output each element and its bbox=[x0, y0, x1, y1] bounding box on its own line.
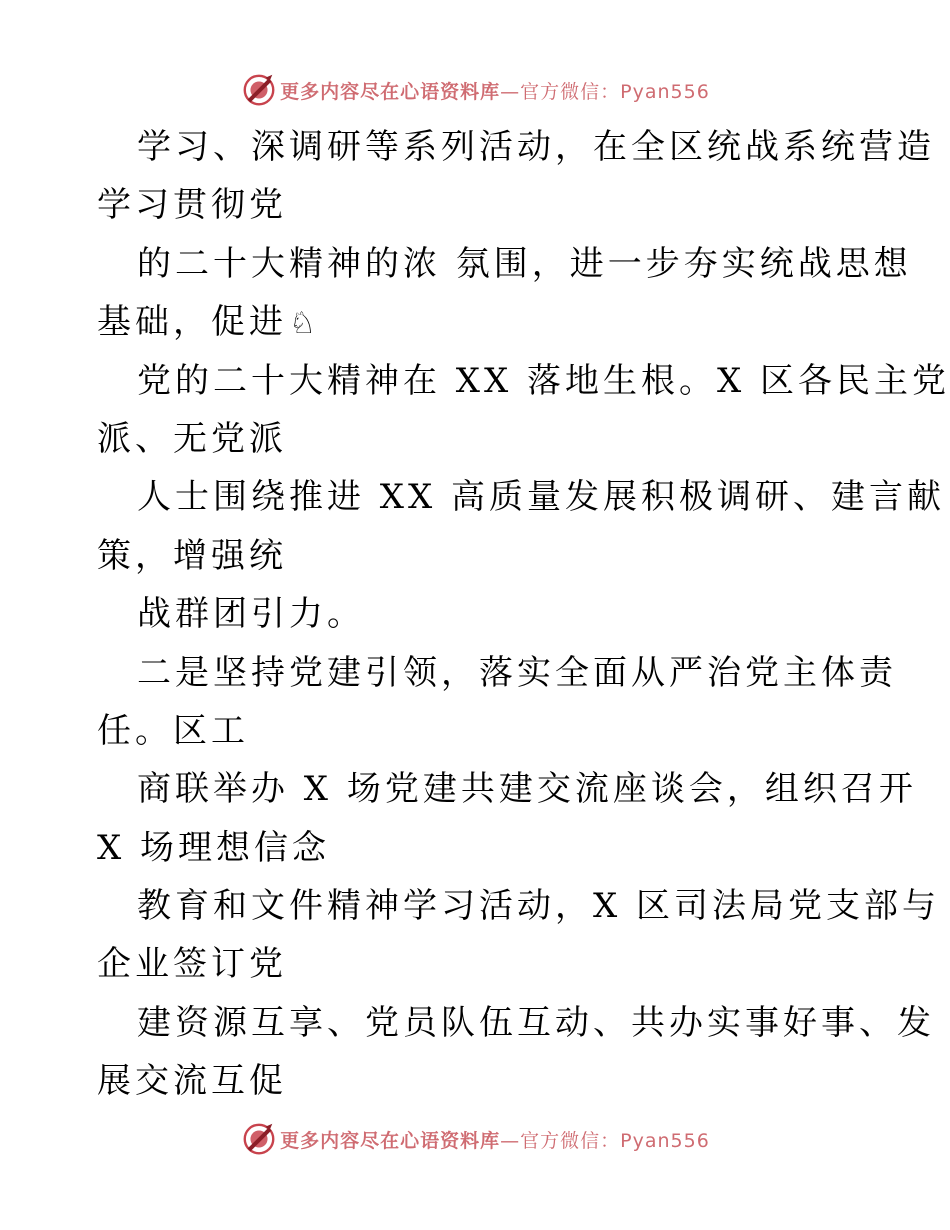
text-line: 策，增强统 bbox=[97, 535, 287, 576]
header-wechat-text: —官方微信：Pyan556 bbox=[500, 80, 710, 103]
text-line: 展交流互促 bbox=[97, 1061, 287, 1102]
footer-brand-text: 更多内容尽在心语资料库 bbox=[280, 1129, 501, 1152]
text-line: 的二十大精神的浓 氛围，进一步夯实统战思想 bbox=[137, 243, 912, 284]
text-line: 企业签订党 bbox=[97, 944, 287, 985]
document-body bbox=[97, 118, 950, 1111]
text-line: 人士围绕推进 XX 高质量发展积极调研、建言献 bbox=[137, 477, 946, 518]
knight-glyph-icon: ♘ bbox=[289, 306, 320, 342]
text-line: 战群团引力。 bbox=[137, 594, 365, 635]
brand-logo-icon bbox=[240, 71, 278, 109]
header-banner bbox=[0, 68, 950, 112]
text-line-content: 基础，促进 bbox=[97, 302, 287, 343]
text-line: 商联举办 X 场党建共建交流座谈会，组织召开 bbox=[137, 769, 917, 810]
text-line: X 场理想信念 bbox=[97, 827, 331, 868]
text-line: 教育和文件精神学习活动，X 区司法局党支部与 bbox=[137, 886, 941, 927]
text-line: 派、无党派 bbox=[97, 418, 287, 459]
header-brand-text: 更多内容尽在心语资料库 bbox=[280, 80, 501, 103]
text-line: 任。区工 bbox=[97, 710, 249, 751]
brand-logo-icon bbox=[240, 1120, 278, 1158]
text-line: 党的二十大精神在 XX 落地生根。X 区各民主党 bbox=[137, 360, 950, 401]
text-line: 学习贯彻党 bbox=[97, 185, 287, 226]
text-line: 建资源互享、党员队伍互动、共办实事好事、发 bbox=[137, 1002, 935, 1043]
text-line: 学习、深调研等系列活动，在全区统战系统营造 bbox=[137, 127, 935, 167]
text-line: 二是坚持党建引领，落实全面从严治党主体责 bbox=[137, 652, 897, 693]
footer-banner bbox=[0, 1117, 950, 1161]
footer-wechat-text: —官方微信：Pyan556 bbox=[500, 1129, 710, 1152]
text-line bbox=[97, 293, 887, 351]
